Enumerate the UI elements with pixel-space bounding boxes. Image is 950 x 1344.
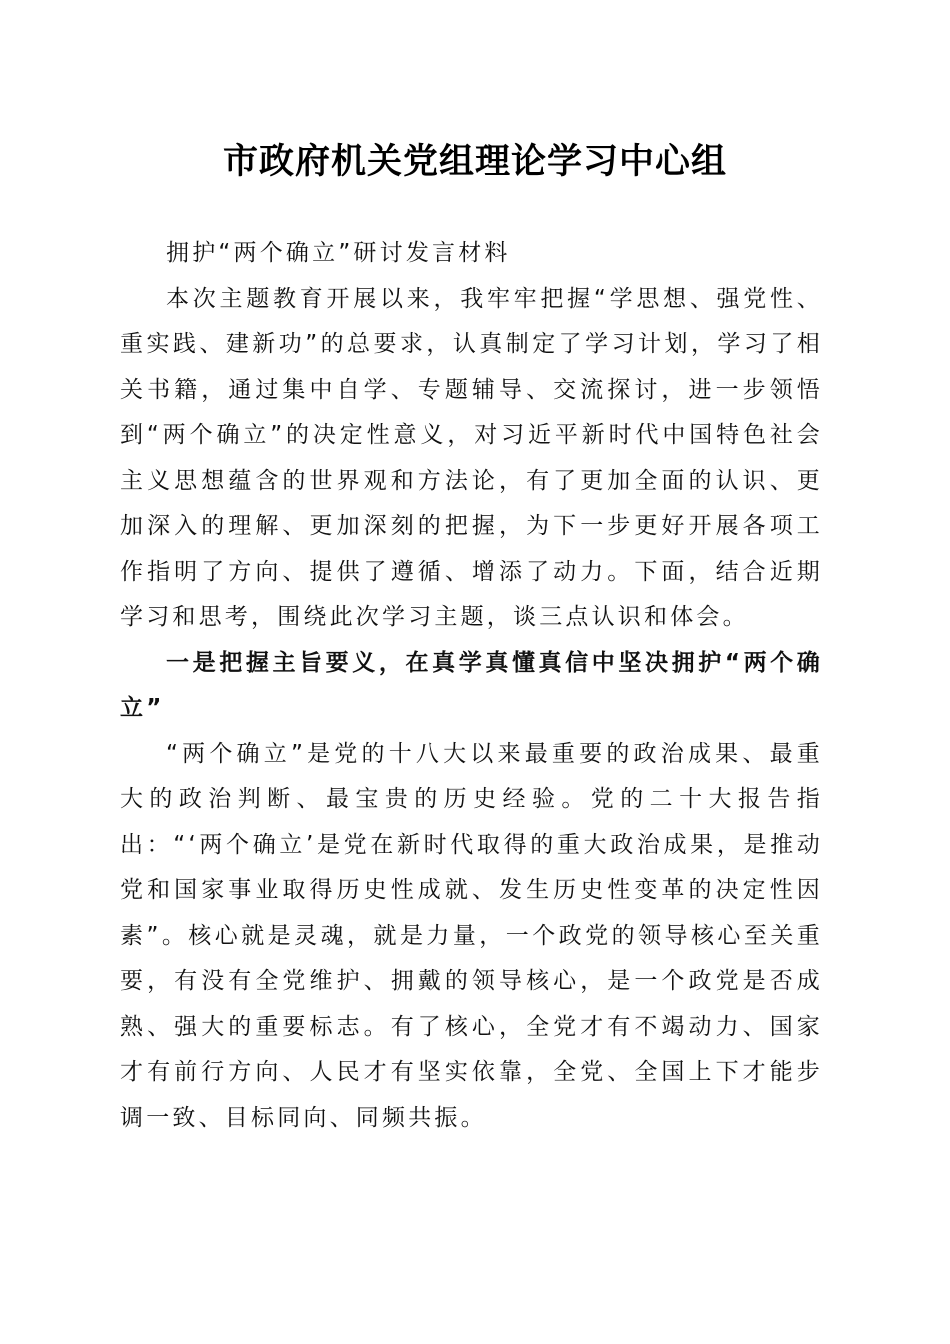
document-title: 市政府机关党组理论学习中心组 <box>222 141 727 182</box>
section-paragraph: “两个确立”是党的十八大以来最重要的政治成果、最重大的政治判断、最宝贵的历史经验。党的二十大报告指出：“‘两个确立’是党在新时代取得的重大政治成果，是推动党和国家事业取得历史性成就、发生历史性变革的决定性因素”。核心就是灵魂，就是力量，一个政党的领导核心至关重要，有没有全党维护、拥戴的领导核心，是一个政党是否成熟、强大的重要标志。有了核心，全党才有不竭动力、国家才有前行方向、人民才有坚实依靠，全党、全国上下才能步调一致、目标同向、同频共振。 <box>120 740 823 1131</box>
section-heading: 一是把握主旨要义，在真学真懂真信中坚决拥护“两个确立” <box>120 649 823 721</box>
intro-paragraph: 本次主题教育开展以来，我牢牢把握“学思想、强党性、重实践、建新功”的总要求，认真制定了学习计划，学习了相关书籍，通过集中自学、专题辅导、交流探讨，进一步领悟到“两个确立”的决定性意义，对习近平新时代中国特色社会主义思想蕴含的世界观和方法论，有了更加全面的认识、更加深入的理解、更加深刻的把握，为下一步更好开展各项工作指明了方向、提供了遵循、增添了动力。下面，结合近期学习和思考，围绕此次学习主题，谈三点认识和体会。 <box>120 285 823 630</box>
document-subtitle: 拥护“两个确立”研讨发言材料 <box>166 240 511 266</box>
document-body <box>120 231 823 1141</box>
